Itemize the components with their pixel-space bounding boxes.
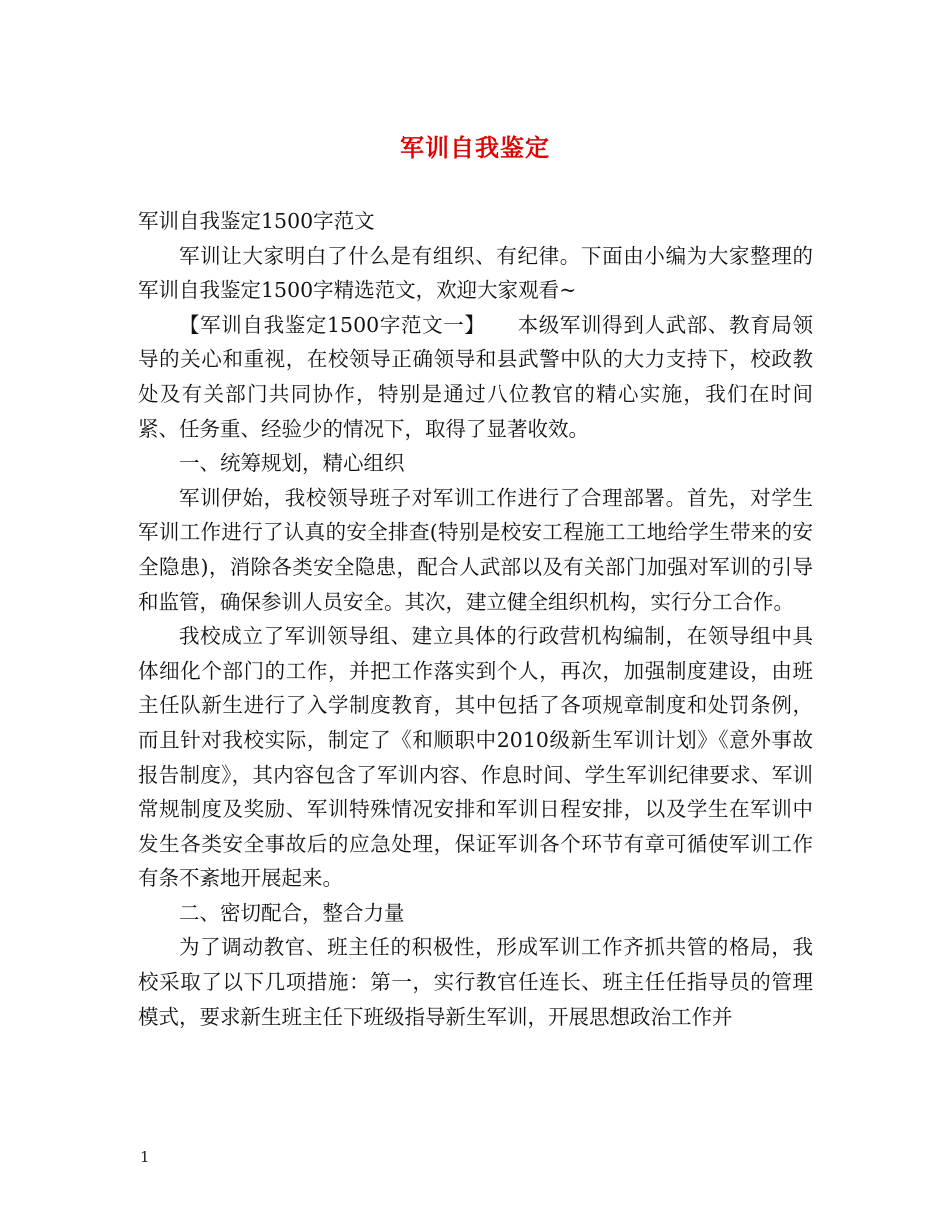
page-number: 1	[140, 1148, 150, 1166]
section-heading-one: 一、统筹规划，精心组织	[179, 451, 405, 476]
paragraph-sample-one: 【军训自我鉴定1500字范文一】 本级军训得到人武部、教育局领导的关心和重视，在校领导正确领导和县武警中队的大力支持下，校政教处及有关部门共同协作，特别是通过八位教官的精心实施，我们在时间紧、任务重、经验少的情况下，取得了显著收效。	[138, 312, 813, 441]
document-title: 军训自我鉴定	[400, 133, 550, 162]
section-heading-two: 二、密切配合，整合力量	[179, 900, 405, 925]
document-body	[138, 204, 813, 1034]
paragraph-body: 我校成立了军训领导组、建立具体的行政营机构编制，在领导组中具体细化个部门的工作，并把工作落实到个人，再次，加强制度建设，由班主任队新生进行了入学制度教育，其中包括了各项规章制度和处罚条例，而且针对我校实际，制定了《和顺职中2010级新生军训计划》《意外事故报告制度》，其内容包含了军训内容、作息时间、学生军训纪律要求、军训常规制度及奖励、军训特殊情况安排和军训日程安排，以及学生在军训中发生各类安全事故后的应急处理，保证军训各个环节有章可循使军训工作有条不紊地开展起来。	[138, 624, 813, 891]
paragraph-intro: 军训让大家明白了什么是有组织、有纪律。下面由小编为大家整理的军训自我鉴定1500字精选范文，欢迎大家观看~	[138, 243, 813, 303]
paragraph-body: 军训伊始，我校领导班子对军训工作进行了合理部署。首先，对学生军训工作进行了认真的安全排查(特别是校安工程施工工地给学生带来的安全隐患)，消除各类安全隐患，配合人武部以及有关部门加强对军训的引导和监管，确保参训人员安全。其次，建立健全组织机构，实行分工合作。	[138, 485, 813, 614]
paragraph-subtitle: 军训自我鉴定1500字范文	[138, 209, 375, 233]
paragraph-body: 为了调动教官、班主任的积极性，形成军训工作齐抓共管的格局，我校采取了以下几项措施：第一，实行教官任连长、班主任任指导员的管理模式，要求新生班主任下班级指导新生军训，开展思想政治工作并	[138, 935, 813, 1029]
